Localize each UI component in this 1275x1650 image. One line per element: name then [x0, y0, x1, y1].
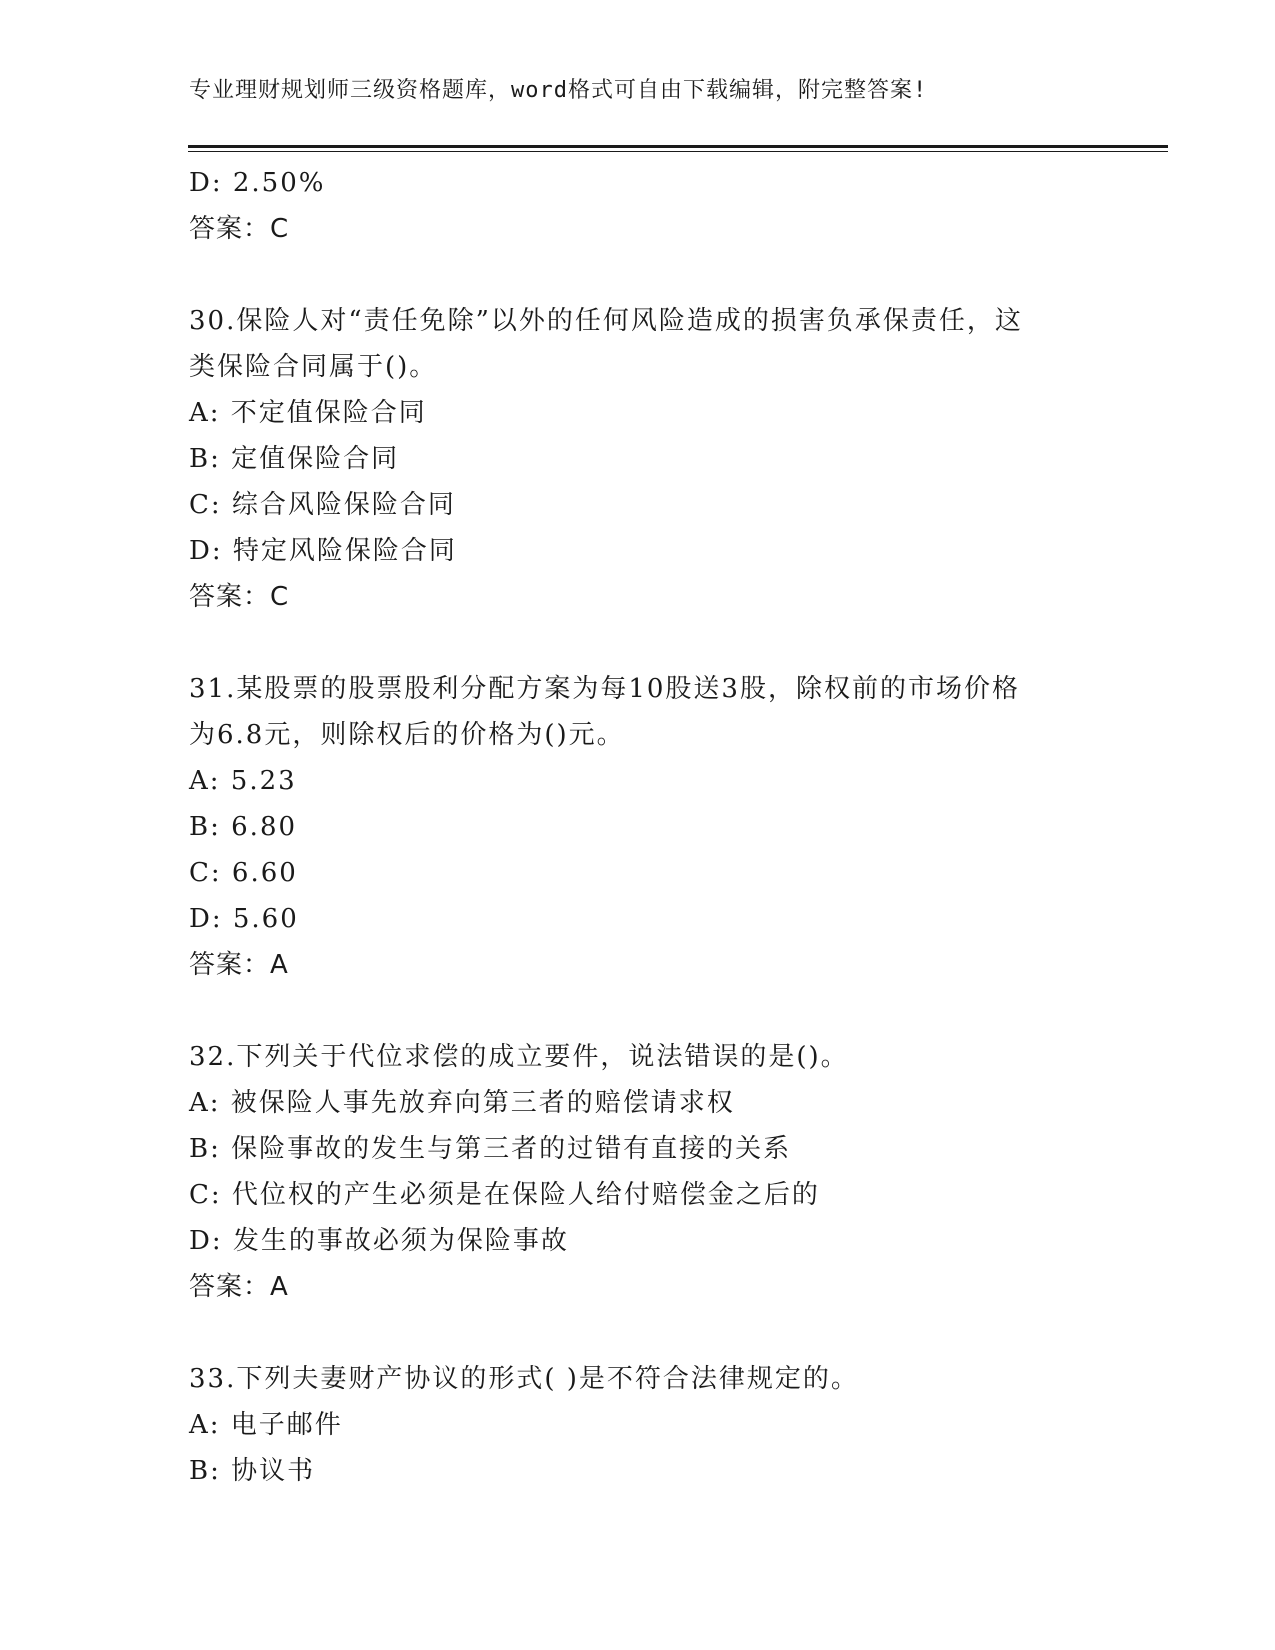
question-stem: 31.某股票的股票股利分配方案为每10股送3股，除权前的市场价格: [189, 674, 1020, 704]
question-block-30: [189, 298, 1089, 620]
option-c: C: 综合风险保险合同: [189, 490, 456, 520]
question-block-32: [189, 1034, 1089, 1310]
prev-answer: 答案：C: [189, 214, 290, 244]
header-rule-thick: [188, 145, 1168, 148]
option-d: D: 特定风险保险合同: [189, 536, 457, 566]
question-stem: 32.下列关于代位求偿的成立要件，说法错误的是()。: [189, 1042, 849, 1072]
option-b: B: 6.80: [189, 812, 298, 842]
header-rule-thin: [188, 151, 1168, 152]
page-header: 专业理财规划师三级资格题库，word格式可自由下载编辑，附完整答案!: [189, 78, 928, 103]
question-stem: 33.下列夫妻财产协议的形式( )是不符合法律规定的。: [189, 1364, 859, 1394]
answer: 答案：A: [189, 950, 289, 980]
question-block-31: [189, 666, 1089, 988]
option-a: A: 电子邮件: [189, 1410, 343, 1440]
answer: 答案：A: [189, 1272, 289, 1302]
option-c: C: 6.60: [189, 858, 298, 888]
option-a: A: 5.23: [189, 766, 297, 796]
question-stem-cont: 类保险合同属于()。: [189, 352, 438, 382]
option-b: B: 协议书: [189, 1456, 316, 1486]
question-stem-cont: 为6.8元，则除权后的价格为()元。: [189, 720, 625, 750]
option-d: D: 5.60: [189, 904, 299, 934]
question-block-33: [189, 1356, 1089, 1494]
document-body: [189, 160, 1089, 1494]
option-c: C: 代位权的产生必须是在保险人给付赔偿金之后的: [189, 1180, 820, 1210]
option-d: D: 发生的事故必须为保险事故: [189, 1226, 569, 1256]
question-stem: 30.保险人对“责任免除”以外的任何风险造成的损害负承保责任，这: [189, 306, 1023, 336]
option-a: A: 被保险人事先放弃向第三者的赔偿请求权: [189, 1088, 735, 1118]
answer: 答案：C: [189, 582, 290, 612]
prev-option-d: D: 2.50%: [189, 168, 326, 198]
option-a: A: 不定值保险合同: [189, 398, 427, 428]
option-b: B: 保险事故的发生与第三者的过错有直接的关系: [189, 1134, 792, 1164]
option-b: B: 定值保险合同: [189, 444, 400, 474]
